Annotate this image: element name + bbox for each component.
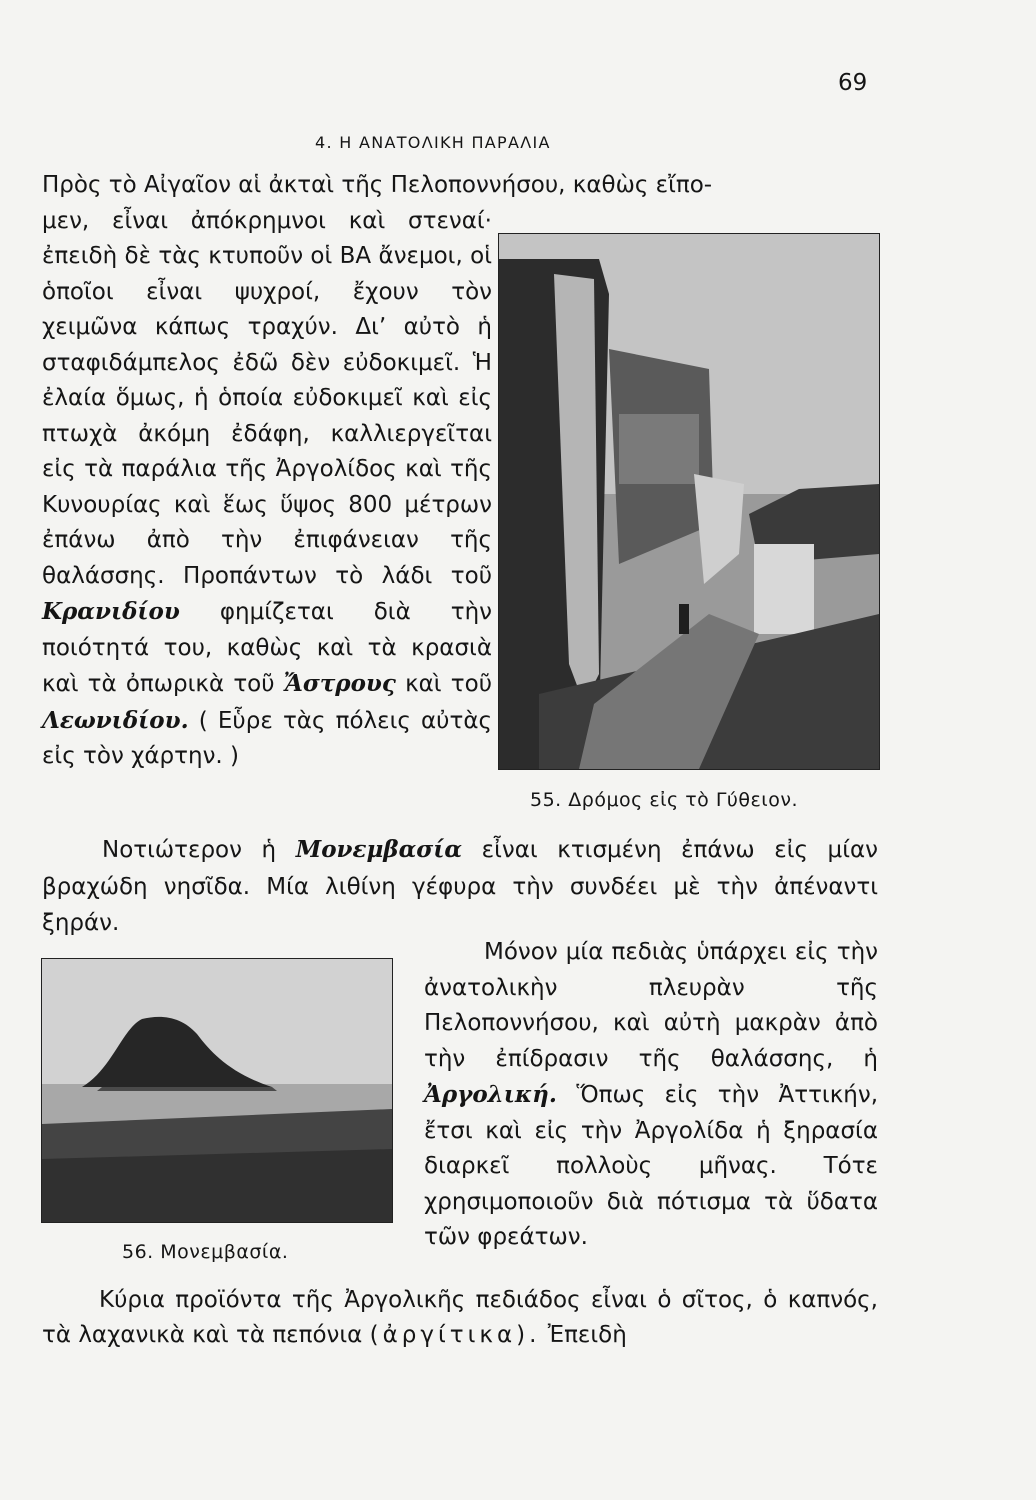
figure-56-monemvasia-photo <box>41 958 393 1223</box>
place-argoliki: Ἀργολική. <box>424 1081 557 1108</box>
paragraph-text: Ὅπως εἰς τὴν Ἀττικήν, ἔτσι καὶ εἰς τὴν Ἀργολίδα ἡ ξηρασία διαρκεῖ πολλοὺς μῆνας. Τότε χρησιμοποιοῦν διὰ πότισμα τὰ ὕδατα τῶν φρεάτων. <box>424 1082 879 1250</box>
place-monemvasia: Μονεμβασία <box>295 836 463 863</box>
paragraph-argolic-products <box>42 1283 878 1353</box>
paragraph-text: εἶναι κτισμένη ἐπάνω εἰς μίαν βραχώδη νησῖδα. Μία λιθίνη γέφυρα τὴν συνδέει μὲ τὴν ἀπέναντι ξηράν. <box>42 837 878 936</box>
paragraph-first-line: Πρὸς τὸ Αἰγαῖον αἱ ἀκταὶ τῆς Πελοποννήσου, καθὼς εἴπο- <box>42 172 713 198</box>
place-leonidi: Λεωνιδίου. <box>42 706 189 734</box>
paragraph-text: καὶ τοῦ <box>405 671 492 697</box>
paragraph-text: Κύρια προϊόντα τῆς Ἀργολικῆς πεδιάδος εἶναι ὁ σῖτος, ὁ καπνός, τὰ λαχανικὰ καὶ τὰ πεπόνια <box>42 1287 878 1348</box>
paragraph-text: ( Εὗρε τὰς πόλεις αὐτὰς εἰς τὸν χάρτην. ) <box>42 707 492 769</box>
running-head: 4. Η ΑΝΑΤΟΛΙΚΗ ΠΑΡΑΛΙΑ <box>315 133 551 152</box>
paragraph-text: Ἐπειδὴ <box>547 1322 627 1348</box>
place-kranidi: Κρανιδίου <box>42 598 180 625</box>
paragraph-text: μεν, εἶναι ἀπόκρημνοι καὶ στεναί· ἐπειδὴ δὲ τὰς κτυποῦν οἱ ΒΑ ἄνεμοι, οἱ ὁποῖοι εἶναι ψυχροί, ἔχουν τὸν χειμῶνα κάπως τραχύν. Διʼ αὐτὸ ἡ σταφιδάμπελος ἐδῶ δὲν εὐδοκιμεῖ. Ἡ ἐλαία ὅμως, ἡ ὁποία εὐδοκιμεῖ καὶ εἰς πτωχὰ ἀκόμη ἐδάφη, καλλιεργεῖται εἰς τὰ παράλια τῆς Ἀργολίδος καὶ τῆς Κυνουρίας καὶ ἕως ὕψος 800 μέτρων ἐπάνω ἀπὸ τὴν ἐπιφάνειαν τῆς θαλάσσης. Προπάντων τὸ λάδι τοῦ <box>42 207 492 589</box>
paragraph-text: φημίζεται διὰ τὴν ποιότητά του, καθὼς καὶ τὰ κρασιὰ καὶ τὰ ὀπωρικὰ τοῦ <box>42 599 493 697</box>
spaced-term: (ἀργίτικα). <box>369 1322 541 1348</box>
paragraph-aegean-coasts <box>42 168 713 775</box>
figure-55-caption: 55. Δρόμος εἰς τὸ Γύθειον. <box>530 789 799 811</box>
paragraph-argolic-plain <box>424 935 878 1256</box>
page-number: 69 <box>838 70 868 96</box>
paragraph-text: Νοτιώτερον ἡ <box>102 837 277 863</box>
paragraph-monemvasia <box>42 832 878 942</box>
figure-55-gytheio-street-photo <box>498 233 880 770</box>
paragraph-text: Μόνον μία πεδιὰς ὑπάρχει εἰς τὴν ἀνατολικὴν πλευρὰν τῆς Πελοποννήσου, καὶ αὐτὴ μακρὰν ἀπὸ τὴν ἐπίδρασιν τῆς θαλάσσης, ἡ <box>424 939 878 1072</box>
place-astros: Ἄστρους <box>283 670 396 697</box>
figure-56-caption: 56. Μονεμβασία. <box>122 1241 289 1263</box>
